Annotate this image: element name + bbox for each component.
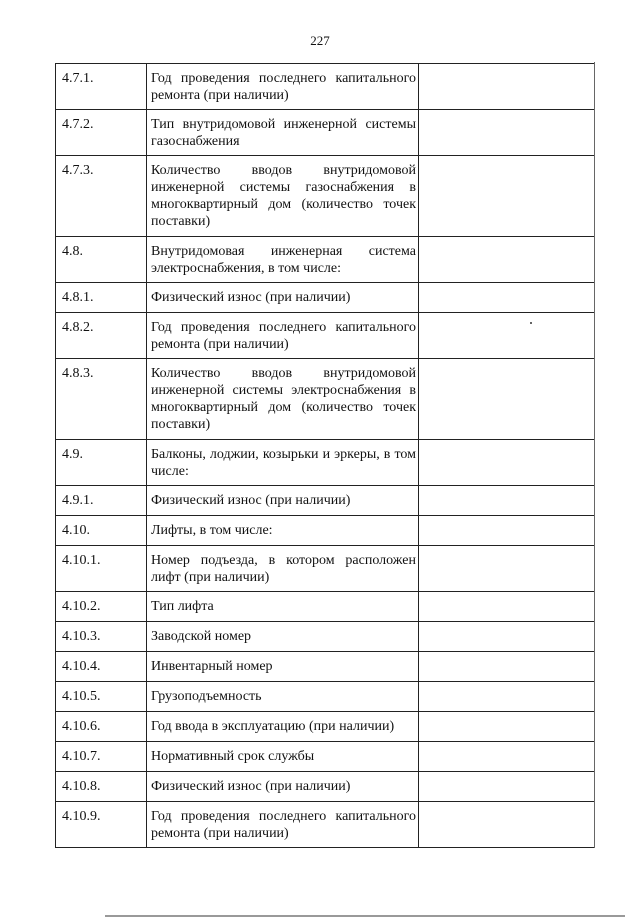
row-value-cell [419, 712, 595, 742]
page-bottom-edge [105, 915, 625, 917]
row-description-cell: Количество вводов внутридомовой инженерной системы электроснабжения в многоквартирный дом (количество точек поставки) [147, 359, 419, 440]
row-description-cell: Физический износ (при наличии) [147, 283, 419, 313]
row-number-cell: 4.10.4. [56, 652, 147, 682]
row-value-cell [419, 772, 595, 802]
row-value-cell [419, 313, 595, 359]
table-row [56, 712, 595, 742]
row-number-cell: 4.10.9. [56, 802, 147, 848]
row-number-cell: 4.10.2. [56, 592, 147, 622]
row-number-cell: 4.8.1. [56, 283, 147, 313]
row-number-cell: 4.10.6. [56, 712, 147, 742]
row-description-cell: Нормативный срок службы [147, 742, 419, 772]
table-row [56, 622, 595, 652]
document-table [55, 63, 595, 848]
row-number-cell: 4.8.3. [56, 359, 147, 440]
row-value-cell [419, 682, 595, 712]
row-value-cell [419, 652, 595, 682]
row-number-cell: 4.7.1. [56, 64, 147, 110]
row-description-cell: Номер подъезда, в котором расположен лифт (при наличии) [147, 546, 419, 592]
row-value-cell [419, 802, 595, 848]
row-description-cell: Грузоподъемность [147, 682, 419, 712]
row-number-cell: 4.10.8. [56, 772, 147, 802]
row-value-cell [419, 742, 595, 772]
table-row [56, 682, 595, 712]
row-description-cell: Физический износ (при наличии) [147, 486, 419, 516]
table-row [56, 313, 595, 359]
page-right-rule [594, 62, 595, 848]
row-description-cell: Количество вводов внутридомовой инженерной системы газоснабжения в многоквартирный дом (количество точек поставки) [147, 156, 419, 237]
row-number-cell: 4.10.7. [56, 742, 147, 772]
row-value-cell [419, 592, 595, 622]
row-description-cell: Год ввода в эксплуатацию (при наличии) [147, 712, 419, 742]
row-number-cell: 4.9. [56, 440, 147, 486]
row-number-cell: 4.10. [56, 516, 147, 546]
row-value-cell [419, 359, 595, 440]
table-row [56, 486, 595, 516]
row-value-cell [419, 440, 595, 486]
table-row [56, 546, 595, 592]
row-description-cell: Год проведения последнего капитального ремонта (при наличии) [147, 64, 419, 110]
row-number-cell: 4.10.3. [56, 622, 147, 652]
row-description-cell: Тип внутридомовой инженерной системы газоснабжения [147, 110, 419, 156]
row-value-cell [419, 237, 595, 283]
row-value-cell [419, 64, 595, 110]
row-description-cell: Год проведения последнего капитального ремонта (при наличии) [147, 313, 419, 359]
page-number: 227 [310, 33, 330, 48]
table-row [56, 516, 595, 546]
row-number-cell: 4.10.5. [56, 682, 147, 712]
row-number-cell: 4.7.2. [56, 110, 147, 156]
scan-speck [530, 322, 532, 324]
row-value-cell [419, 283, 595, 313]
row-number-cell: 4.8. [56, 237, 147, 283]
row-value-cell [419, 110, 595, 156]
table-row [56, 802, 595, 848]
row-number-cell: 4.7.3. [56, 156, 147, 237]
row-description-cell: Тип лифта [147, 592, 419, 622]
table-row [56, 772, 595, 802]
row-description-cell: Заводской номер [147, 622, 419, 652]
table-row [56, 440, 595, 486]
row-description-cell: Год проведения последнего капитального ремонта (при наличии) [147, 802, 419, 848]
table-row [56, 359, 595, 440]
table-row [56, 592, 595, 622]
row-value-cell [419, 546, 595, 592]
row-number-cell: 4.10.1. [56, 546, 147, 592]
row-number-cell: 4.9.1. [56, 486, 147, 516]
table-row [56, 652, 595, 682]
row-description-cell: Инвентарный номер [147, 652, 419, 682]
row-value-cell [419, 622, 595, 652]
row-number-cell: 4.8.2. [56, 313, 147, 359]
row-description-cell: Физический износ (при наличии) [147, 772, 419, 802]
table-row [56, 742, 595, 772]
table-row [56, 156, 595, 237]
row-value-cell [419, 156, 595, 237]
row-value-cell [419, 516, 595, 546]
table-row [56, 283, 595, 313]
table-body [56, 64, 595, 848]
row-description-cell: Внутридомовая инженерная система электроснабжения, в том числе: [147, 237, 419, 283]
table-row [56, 64, 595, 110]
table-row [56, 110, 595, 156]
row-value-cell [419, 486, 595, 516]
table-row [56, 237, 595, 283]
row-description-cell: Лифты, в том числе: [147, 516, 419, 546]
row-description-cell: Балконы, лоджии, козырьки и эркеры, в том числе: [147, 440, 419, 486]
